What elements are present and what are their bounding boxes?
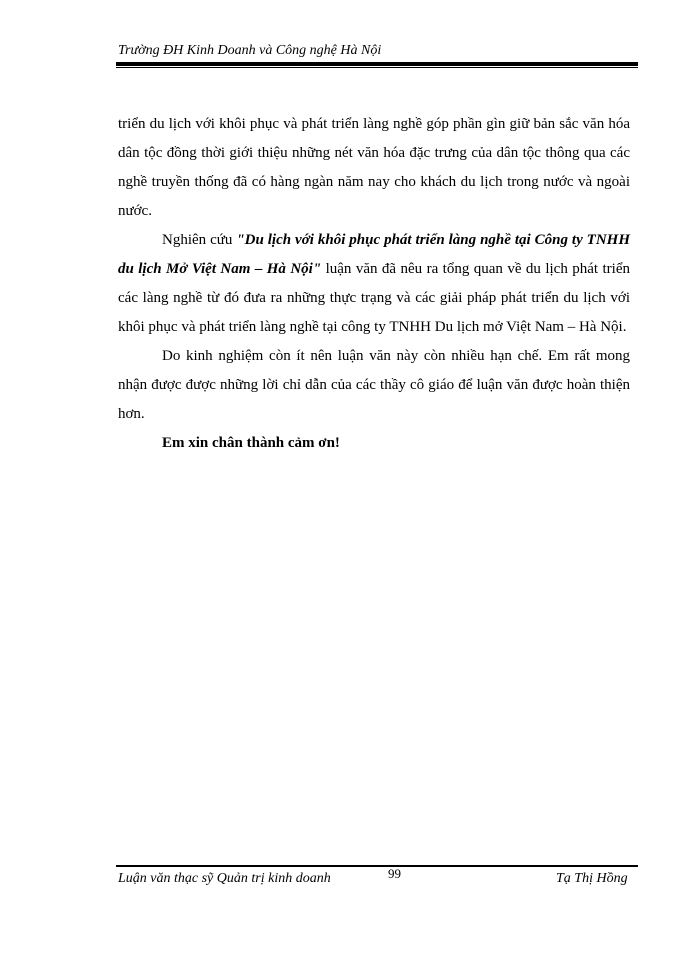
paragraph-3: Do kinh nghiệm còn ít nên luận văn này còn nhiều hạn chế. Em rất mong nhận được được những lời chỉ dẫn của các thầy cô giáo để luận văn được hoàn thiện hơn. [118,348,630,422]
footer-divider [116,865,638,867]
thesis-title: "Du lịch với khôi phục phát triển làng nghề tại Công ty TNHH du lịch Mở Việt Nam – Hà Nội" [118,232,631,277]
paragraph-2-lead: Nghiên cứu [162,232,237,248]
header-divider-thin [116,67,638,68]
header-divider [116,62,638,66]
paragraph-2 [118,226,630,342]
page-header-title: Trường ĐH Kinh Doanh và Công nghệ Hà Nội [118,43,382,58]
footer-thesis-label: Luận văn thạc sỹ Quản trị kinh doanh [118,871,331,886]
footer-author: Tạ Thị Hồng [556,871,628,886]
document-body [118,110,630,458]
paragraph-1: triển du lịch với khôi phục và phát triển làng nghề góp phần gìn giữ bản sắc văn hóa dân tộc đồng thời giới thiệu những nét văn hóa đặc trưng của dân tộc thông qua các nghề truyền thống đã có hàng ngàn năm nay cho khách du lịch trong nước và ngoài nước. [118,116,630,219]
paragraph-2-rest: luận văn đã nêu ra tổng quan về du lịch phát triển các làng nghề từ đó đưa ra những thực trạng và các giải pháp phát triển du lịch với khôi phục và phát triển làng nghề tại công ty TNHH Du lịch mở Việt Nam – Hà Nội. [118,261,630,335]
closing-thanks: Em xin chân thành cảm ơn! [162,435,340,451]
page-number: 99 [388,866,401,881]
